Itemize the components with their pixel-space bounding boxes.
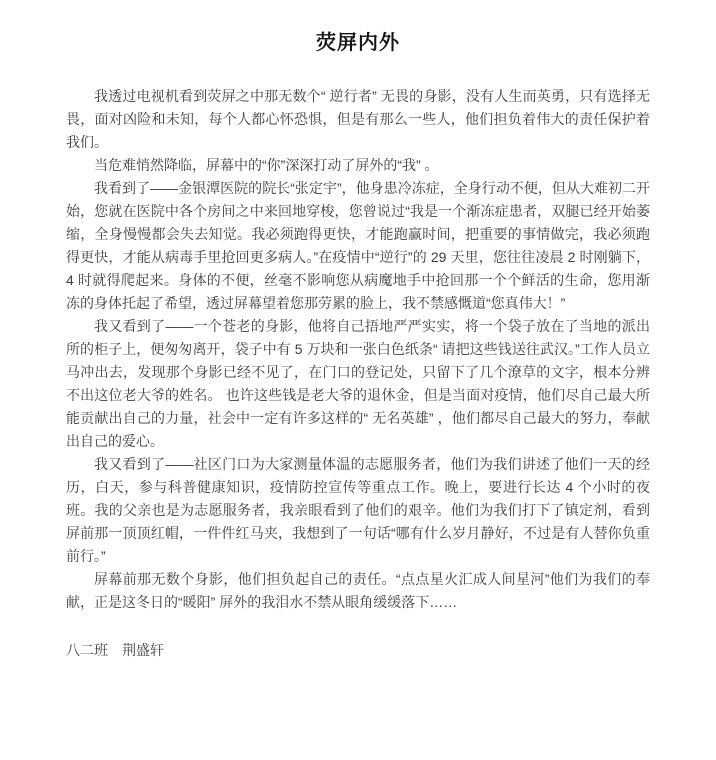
essay-paragraph-6: 屏幕前那无数个身影，他们担负起自己的责任。“点点星火汇成人间星河”他们为我们的奉献，正是这冬日的“暖阳” 屏外的我泪水不禁从眼角缓缓落下…… [66,571,650,610]
essay-signature: 八二班 荆盛轩 [66,642,164,658]
essay-paragraph-5: 我又看到了——社区门口为大家测量体温的志愿服务者，他们为我们讲述了他们一天的经历，白天，参与科普健康知识，疫情防控宣传等重点工作。晚上，要进行长达 4 个小时的夜班。我的父亲也是为志愿服务者，我亲眼看到了他们的艰辛。他们为我们打下了镇定剂，看到屏前那一顶顶红帽，一件件红马夹，我想到了一句话“哪有什么岁月静好，不过是有人替你负重前行。” [66,456,650,564]
essay-paragraph-3: 我看到了——金银潭医院的院长“张定宇”，他身患冷冻症，全身行动不便，但从大难初二开始，您就在医院中各个房间之中来回地穿梭，您曾说过“我是一个渐冻症患者，双腿已经开始萎缩，全身慢慢都会失去知觉。我必须跑得更快，才能跑赢时间，把重要的事情做完，我必须跑得更快，才能从病毒手里抢回更多病人。”在疫情中“逆行”的 29 天里，您往往凌晨 2 时刚躺下，4 时就得爬起来。身体的不便，丝毫不影响您从病魔地手中抢回那一个个鲜活的生命，您用渐冻的身体托起了希望，透过屏幕望着您那劳累的脸上，我不禁感慨道“您真伟大！” [66,180,650,311]
essay-paragraph-1: 我透过电视机看到荧屏之中那无数个“ 逆行者” 无畏的身影，没有人生而英勇，只有选择无畏，面对凶险和未知，每个人都心怀恐惧，但是有那么一些人，他们担负着伟大的责任保护着我们。 [66,88,650,150]
essay-title: 荧屏内外 [316,32,400,54]
essay-paragraph-4: 我又看到了——一个苍老的身影，他将自己捂地严严实实，将一个袋子放在了当地的派出所的柜子上，便匆匆离开，袋子中有 5 万块和一张白色纸条“ 请把这些钱送往武汉。”工作人员立马冲出去，发现那个身影已经不见了，在门口的登记处，只留下了几个潦草的文字，根本分辨不出这位老大爷的姓名。 也许这些钱是老大爷的退休金，但是当面对疫情，他们尽自己最大所能贡献出自己的力量，社会中一定有许多这样的“ 无名英雄” ，他们都尽自己最大的努力，奉献出自己的爱心。 [66,318,650,449]
essay-paragraph-2: 当危难悄然降临，屏幕中的“你”深深打动了屏外的“我” 。 [94,157,439,173]
